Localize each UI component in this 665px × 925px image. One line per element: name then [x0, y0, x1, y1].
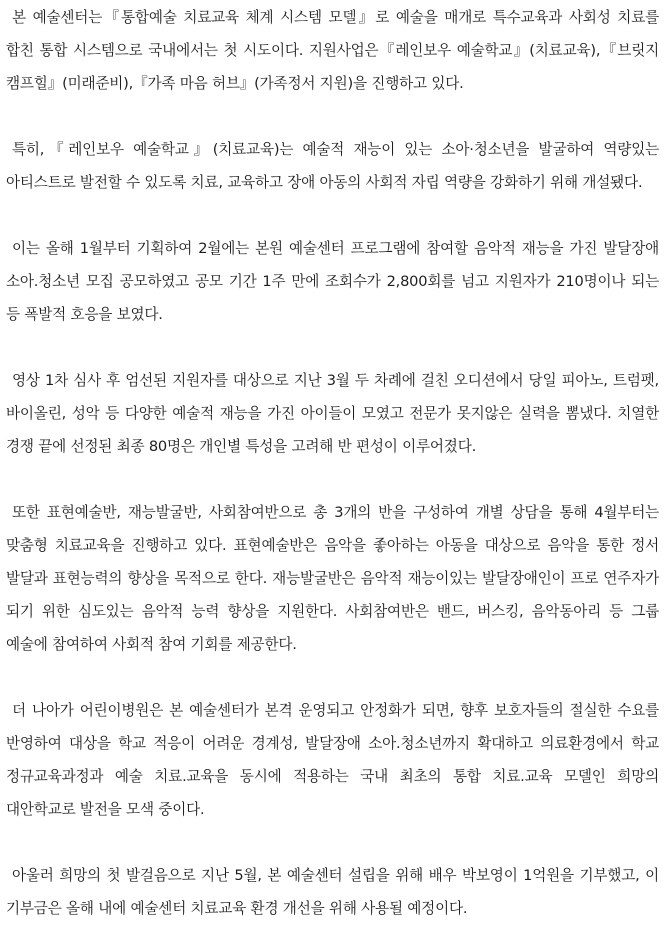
paragraph-audition: 영상 1차 심사 후 엄선된 지원자를 대상으로 지난 3월 두 차례에 걸친 오디션에서 당일 피아노, 트럼펫, 바이올린, 성악 등 다양한 예술적 재능을 가진 아이들이 모였고 전문가 못지않은 실력을 뽐냈다. 치열한 경쟁 끝에 선정된 최종 80명은 개인별 특성을 고려해 반 편성이 이루어졌다. [6, 372, 659, 455]
paragraph-future-plans: 더 나아가 어린이병원은 본 예술센터가 본격 운영되고 안정화가 되면, 향후 보호자들의 절실한 수요를 반영하여 대상을 학교 적응이 어려운 경계성, 발달장애 소아.청소년까지 확대하고 의료환경에서 학교 정규교육과정과 예술 치료.교육을 동시에 적용하는 국내 최초의 통합 치료.교육 모델인 희망의 대안학교로 발전을 모색 중이다. [6, 702, 659, 818]
paragraph-intro: 본 예술센터는『통합예술 치료교육 체계 시스템 모델』로 예술을 매개로 특수교육과 사회성 치료를 합친 통합 시스템으로 국내에서는 첫 시도이다. 지원사업은『레인보우 예술학교』(치료교육),『브릿지 캠프힐』(미래준비),『가족 마음 허브』(가족정서 지원)을 진행하고 있다. [6, 9, 659, 92]
paragraph-donation: 아울러 희망의 첫 발걸음으로 지난 5월, 본 예술센터 설립을 위해 배우 박보영이 1억원을 기부했고, 이 기부금은 올해 내에 예술센터 치료교육 환경 개선을 위해 사용될 예정이다. [6, 867, 659, 917]
paragraph-recruitment: 이는 올해 1월부터 기획하여 2월에는 본원 예술센터 프로그램에 참여할 음악적 재능을 가진 발달장애 소아.청소년 모집 공모하였고 공모 기간 1주 만에 조회수가 2,800회를 넘고 지원자가 210명이나 되는 등 폭발적 호응을 보였다. [6, 240, 659, 323]
paragraph-classes: 또한 표현예술반, 재능발굴반, 사회참여반으로 총 3개의 반을 구성하여 개별 상담을 통해 4월부터는 맞춤형 치료교육을 진행하고 있다. 표현예술반은 음악을 좋아하는 아동을 대상으로 음악을 통한 정서 발달과 표현능력의 향상을 목적으로 한다. 재능발굴반은 음악적 재능이있는 발달장애인이 프로 연주자가 되기 위한 심도있는 음악적 능력 향상을 지원한다. 사회참여반은 밴드, 버스킹, 음악동아리 등 그룹 예술에 참여하여 사회적 참여 기회를 제공한다. [6, 504, 659, 653]
paragraph-rainbow-school: 특히,『레인보우 예술학교』(치료교육)는 예술적 재능이 있는 소아·청소년을 발굴하여 역량있는 아티스트로 발전할 수 있도록 치료, 교육하고 장애 아동의 사회적 자립 역량을 강화하기 위해 개설됐다. [6, 141, 659, 191]
article-body [6, 1, 659, 925]
